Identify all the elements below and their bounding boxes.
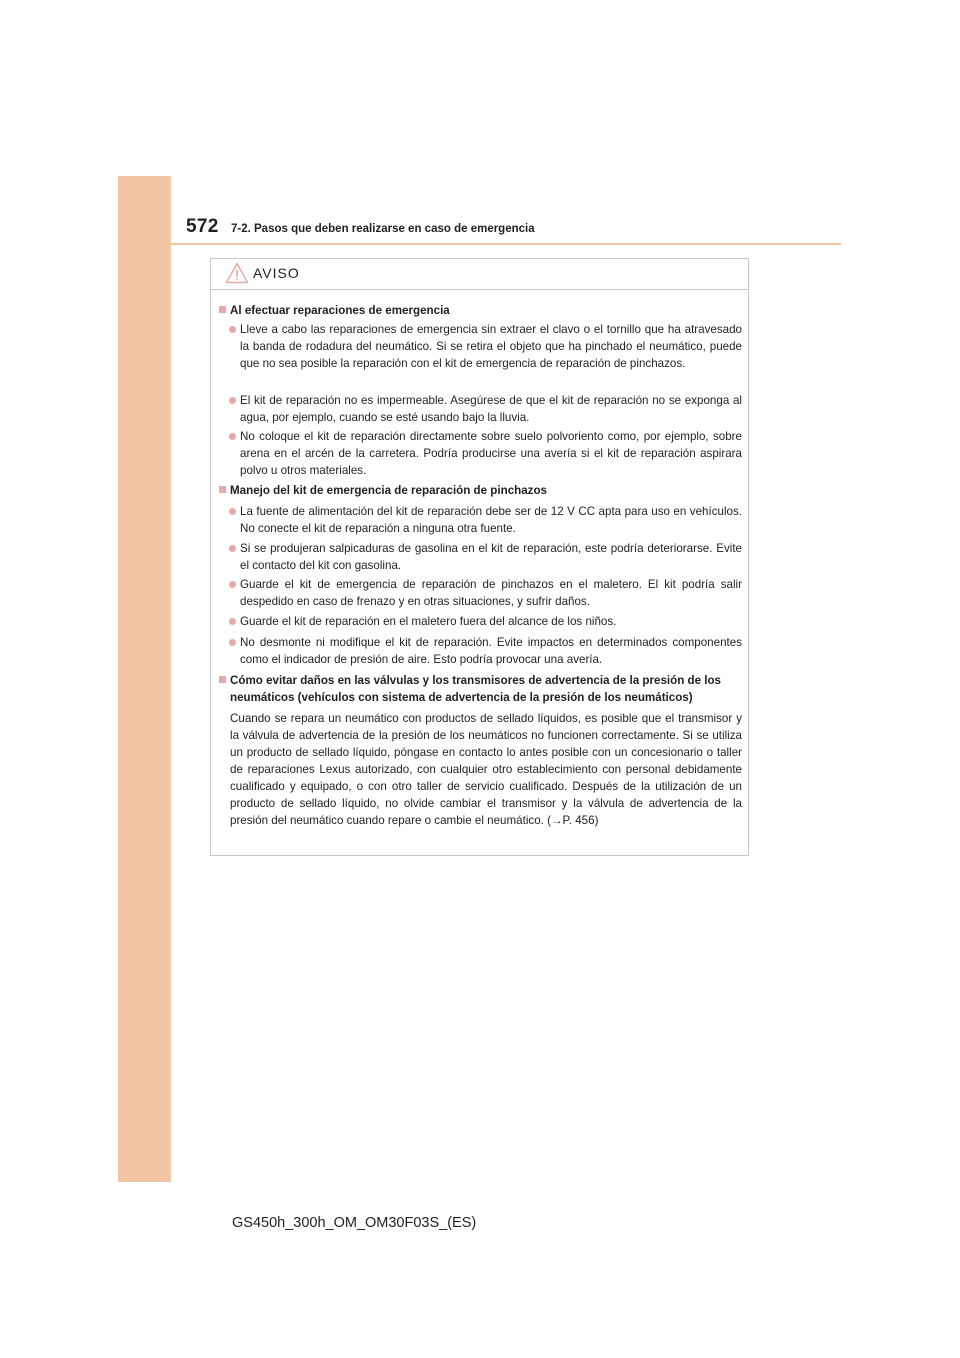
warning-header: [211, 259, 748, 290]
header-divider: [171, 243, 841, 245]
section-title: 7-2. Pasos que deben realizarse en caso de emergencia: [231, 223, 535, 235]
list-item: Guarde el kit de emergencia de reparación de pinchazos en el maletero. El kit podría salir despedido en caso de frenazo y en otras situaciones, y sufrir daños.: [229, 576, 742, 610]
list-item: Guarde el kit de reparación en el maletero fuera del alcance de los niños.: [229, 613, 742, 630]
warning-label: AVISO: [253, 265, 300, 281]
list-item: No coloque el kit de reparación directamente sobre suelo polvoriento como, por ejemplo, sobre arena en el arcén de la carretera. Podría producirse una avería si el kit de reparación aspirara polvo u otros materiales.: [229, 428, 742, 479]
section-heading: Manejo del kit de emergencia de reparación de pinchazos: [219, 482, 742, 499]
warning-box: [210, 258, 749, 856]
warning-triangle-icon: [225, 262, 249, 284]
page-number: 572: [186, 216, 219, 237]
list-item: Si se produjeran salpicaduras de gasolina en el kit de reparación, este podría deteriorarse. Evite el contacto del kit con gasolina.: [229, 540, 742, 574]
footer-document-code: GS450h_300h_OM_OM30F03S_(ES): [232, 1215, 477, 1231]
list-item: El kit de reparación no es impermeable. Asegúrese de que el kit de reparación no se exponga al agua, por ejemplo, cuando se esté usando bajo la lluvia.: [229, 392, 742, 426]
list-item: No desmonte ni modifique el kit de reparación. Evite impactos en determinados componentes como el indicador de presión de aire. Esto podría provocar una avería.: [229, 634, 742, 668]
list-item: Lleve a cabo las reparaciones de emergencia sin extraer el clavo o el tornillo que ha atravesado la banda de rodadura del neumático. Si se retira el objeto que ha pinchado el neumático, puede que no sea posible la reparación con el kit de emergencia de reparación de pinchazos.: [229, 321, 742, 372]
chapter-side-band: [118, 176, 171, 1182]
section-heading: Al efectuar reparaciones de emergencia: [219, 302, 742, 319]
section-paragraph: Cuando se repara un neumático con productos de sellado líquidos, es posible que el transmisor y la válvula de advertencia de la presión de los neumáticos no funcionen correctamente. Si se utiliza un producto de sellado líquido, póngase en contacto lo antes posible con un concesionario o taller de reparaciones Lexus autorizado, con cualquier otro establecimiento con personal debidamente cualificado y equipado, o con otro taller de servicio cualificado. Después de la utilización de un producto de sellado líquido, no olvide cambiar el transmisor y la válvula de advertencia de la presión del neumático cuando repare o cambie el neumático. (→P. 456): [230, 712, 742, 827]
list-item: La fuente de alimentación del kit de reparación debe ser de 12 V CC apta para uso en vehículos. No conecte el kit de reparación a ninguna otra fuente.: [229, 503, 742, 537]
section-heading: Cómo evitar daños en las válvulas y los transmisores de advertencia de la presión de los neumáticos (vehículos con sistema de advertencia de la presión de los neumáticos): [219, 672, 742, 706]
